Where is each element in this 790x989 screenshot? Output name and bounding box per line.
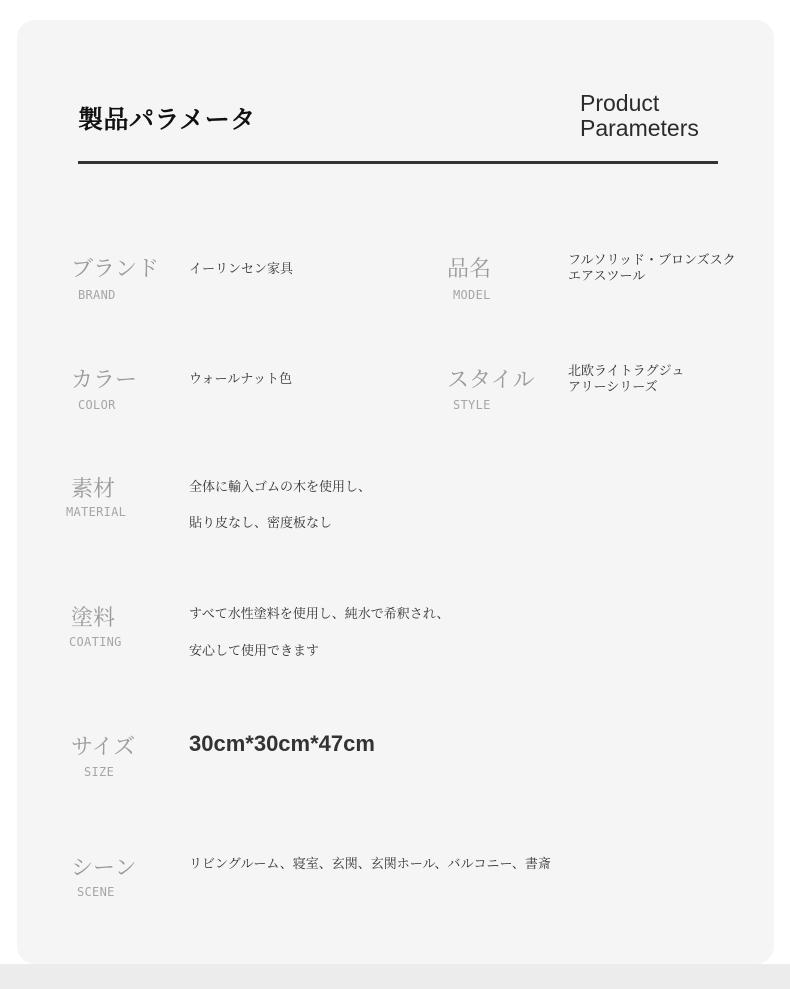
title-divider: [78, 161, 718, 164]
coating-label-english: COATING: [69, 635, 122, 649]
model-label-english: MODEL: [453, 288, 491, 302]
coating-value-line1: すべて水性塗料を使用し、純水で希釈され、: [189, 607, 450, 622]
coating-value-line2: 安心して使用できます: [189, 644, 320, 659]
style-value-line2: アリーシリーズ: [568, 380, 658, 395]
size-label: サイズ: [71, 735, 136, 760]
color-value: ウォールナット色: [189, 372, 292, 387]
style-label: スタイル: [447, 368, 535, 393]
model-value-line2: エアスツール: [568, 269, 646, 284]
scene-value: リビングルーム、寝室、玄関、玄関ホール、バルコニー、書斎: [189, 857, 551, 872]
scene-label: シーン: [71, 856, 137, 881]
size-label-english: SIZE: [84, 765, 115, 779]
style-value-line1: 北欧ライトラグジュ: [568, 364, 685, 379]
title-en-line1: Product: [580, 90, 660, 116]
bottom-strip: [0, 964, 790, 989]
coating-label: 塗料: [71, 606, 116, 631]
brand-label: ブランド: [71, 257, 160, 282]
model-value-line1: フルソリッド・ブロンズスク: [568, 253, 736, 268]
color-label: カラー: [71, 368, 138, 393]
page-title: 製品パラメータ: [78, 105, 256, 134]
material-value-line2: 貼り皮なし、密度板なし: [189, 516, 333, 531]
scene-label-english: SCENE: [77, 885, 115, 899]
model-label: 品名: [447, 257, 492, 282]
material-value-line1: 全体に輸入ゴムの木を使用し、: [189, 480, 372, 495]
style-label-english: STYLE: [453, 398, 491, 412]
size-value: 30cm*30cm*47cm: [189, 731, 375, 756]
material-label: 素材: [71, 477, 116, 502]
title-en-line2: Parameters: [580, 115, 699, 141]
brand-label-english: BRAND: [78, 288, 116, 302]
material-label-english: MATERIAL: [66, 505, 127, 519]
brand-value: イーリンセン家具: [189, 262, 294, 277]
page-title-english: [580, 91, 699, 141]
color-label-english: COLOR: [78, 398, 116, 412]
